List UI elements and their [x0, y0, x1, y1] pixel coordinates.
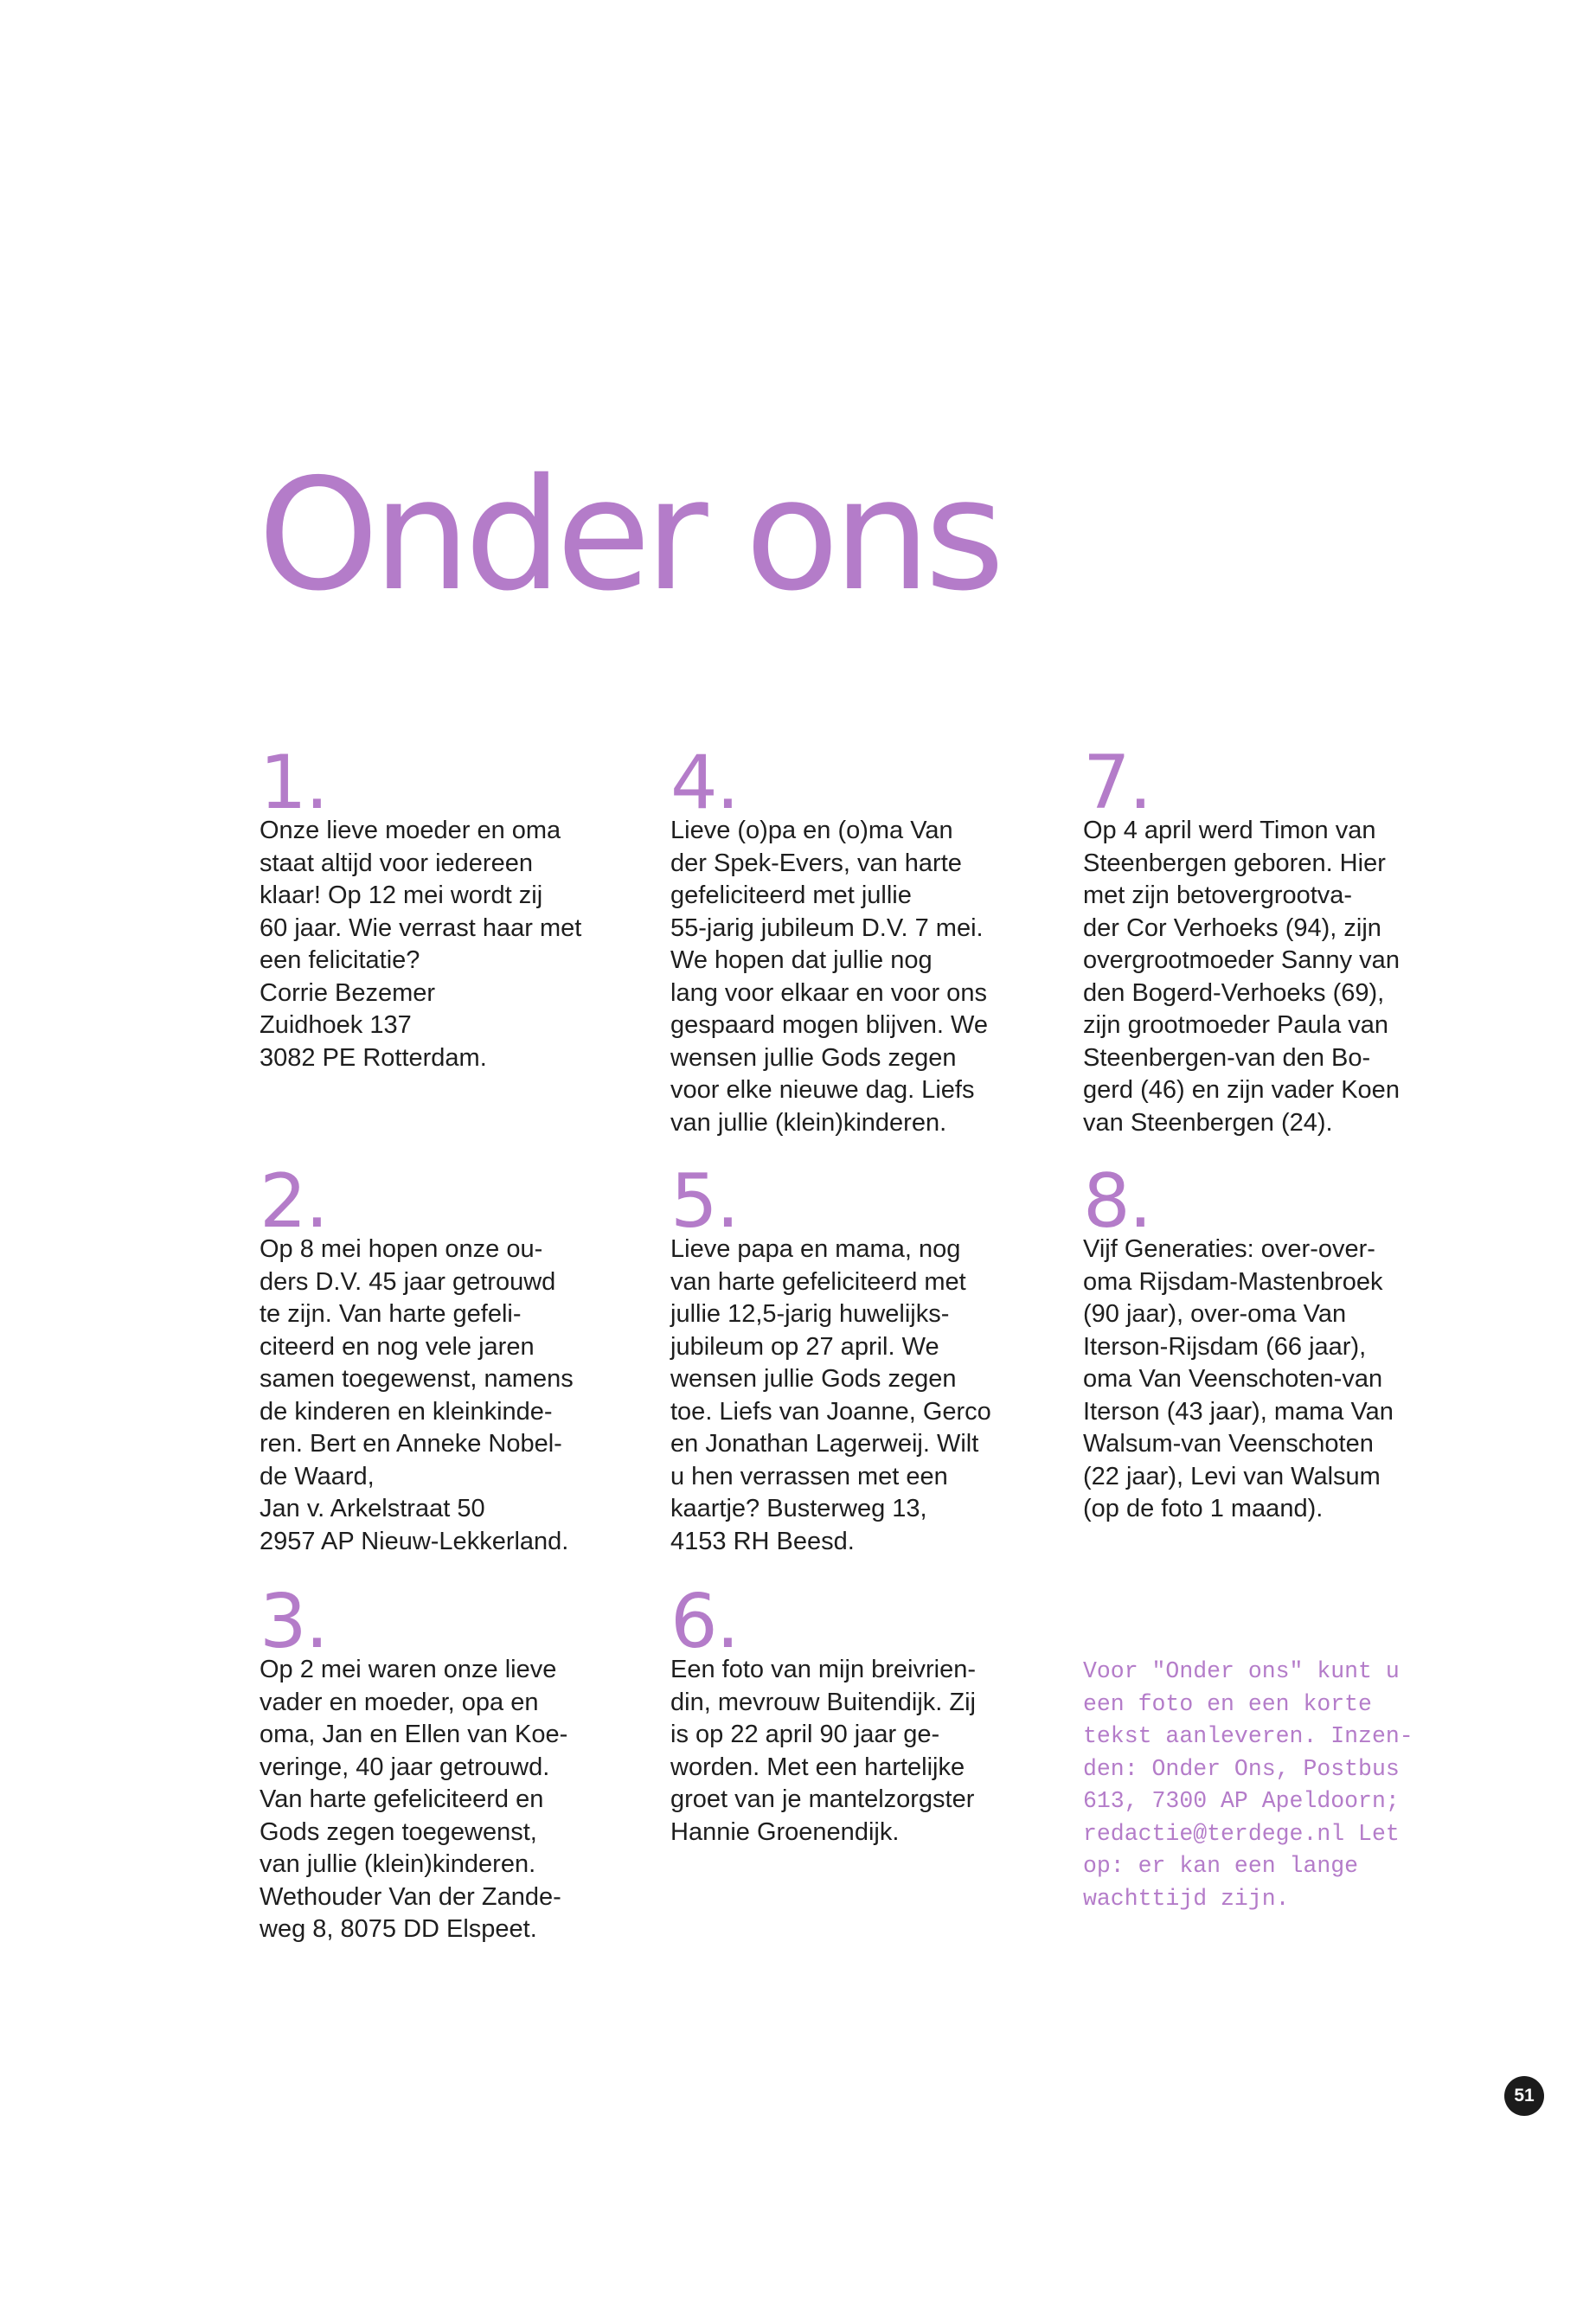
submission-note: Voor "Onder ons" kunt u een foto en een korte tekst aanleveren. Inzen- den: Onder Ons, Postbus 613, 7300 AP Apeldoorn; redactie@terdege.nl Let op: er kan een lange wachttijd zijn.: [1083, 1658, 1413, 1912]
entry-text: Op 8 mei hopen onze ou- ders D.V. 45 jaar getrouwd te zijn. Van harte gefeli- citeerd en nog vele jaren samen toegewenst, namens de kinderen en kleinkinde- ren. Bert en Anneke Nobel- de Waard, Jan v. Arkelstraat 50 2957 AP Nieuw-Lekkerland.: [260, 1235, 574, 1555]
entry-2: [260, 1158, 631, 1558]
page-number-badge: 51: [1504, 2076, 1544, 2116]
entry-text: Vijf Generaties: over-over- oma Rijsdam-Mastenbroek (90 jaar), over-oma Van Iterson-Rijsdam (66 jaar), oma Van Veenschoten-van Iterson (43 jaar), mama Van Walsum-van Veenschoten (22 jaar), Levi van Walsum (op de foto 1 maand).: [1083, 1235, 1394, 1522]
entry-5: [670, 1158, 1042, 1558]
entry-8: [1083, 1158, 1455, 1526]
entry-1: [260, 740, 631, 1074]
entry-text: Lieve (o)pa en (o)ma Van der Spek-Evers, van harte gefeliciteerd met jullie 55-jarig jubileum D.V. 7 mei. We hopen dat jullie nog lang voor elkaar en voor ons gespaard mogen blijven. We wensen jullie Gods zegen voor elke nieuwe dag. Liefs van jullie (klein)kinderen.: [670, 817, 989, 1137]
entry-6: [670, 1579, 1042, 1849]
entry-number: 5.: [670, 1158, 739, 1245]
entry-text: Een foto van mijn breivrien- din, mevrouw Buitendijk. Zij is op 22 april 90 jaar ge- worden. Met een hartelijke groet van je mantelzorgster Hannie Groenendijk.: [670, 1656, 976, 1846]
entry-4: [670, 740, 1042, 1139]
entry-text: Op 2 mei waren onze lieve vader en moeder, opa en oma, Jan en Ellen van Koe- veringe, 40 jaar getrouwd. Van harte gefeliciteerd en Gods zegen toegewenst, van jullie (klein)kinderen. Wethouder Van der Zande- weg 8, 8075 DD Elspeet.: [260, 1656, 568, 1943]
entry-text: Lieve papa en mama, nog van harte gefeliciteerd met jullie 12,5-jarig huwelijks- jubileum op 27 april. We wensen jullie Gods zegen toe. Liefs van Joanne, Gerco en Jonathan Lagerweij. Wilt u hen verrassen met een kaartje? Busterweg 13, 4153 RH Beesd.: [670, 1235, 991, 1555]
entry-number: 8.: [1083, 1158, 1151, 1245]
entry-text: Onze lieve moeder en oma staat altijd voor iedereen klaar! Op 12 mei wordt zij 60 jaar. Wie verrast haar met een felicitatie? Corrie Bezemer Zuidhoek 137 3082 PE Rotterdam.: [260, 817, 582, 1072]
entry-text: Op 4 april werd Timon van Steenbergen geboren. Hier met zijn betovergrootva- der Cor Verhoeks (94), zijn overgrootmoeder Sanny van den Bogerd-Verhoeks (69), zijn grootmoeder Paula van Steenbergen-van den Bo- gerd (46) en zijn vader Koen van Steenbergen (24).: [1083, 817, 1400, 1137]
page-title: Onder ons: [258, 445, 999, 625]
entry-number: 3.: [260, 1579, 328, 1665]
entry-number: 7.: [1083, 740, 1151, 826]
entry-number: 4.: [670, 740, 739, 826]
entry-number: 2.: [260, 1158, 328, 1245]
entry-7: [1083, 740, 1455, 1139]
entry-number: 1.: [260, 740, 328, 826]
entry-number: 6.: [670, 1579, 739, 1665]
entry-3: [260, 1579, 631, 1946]
